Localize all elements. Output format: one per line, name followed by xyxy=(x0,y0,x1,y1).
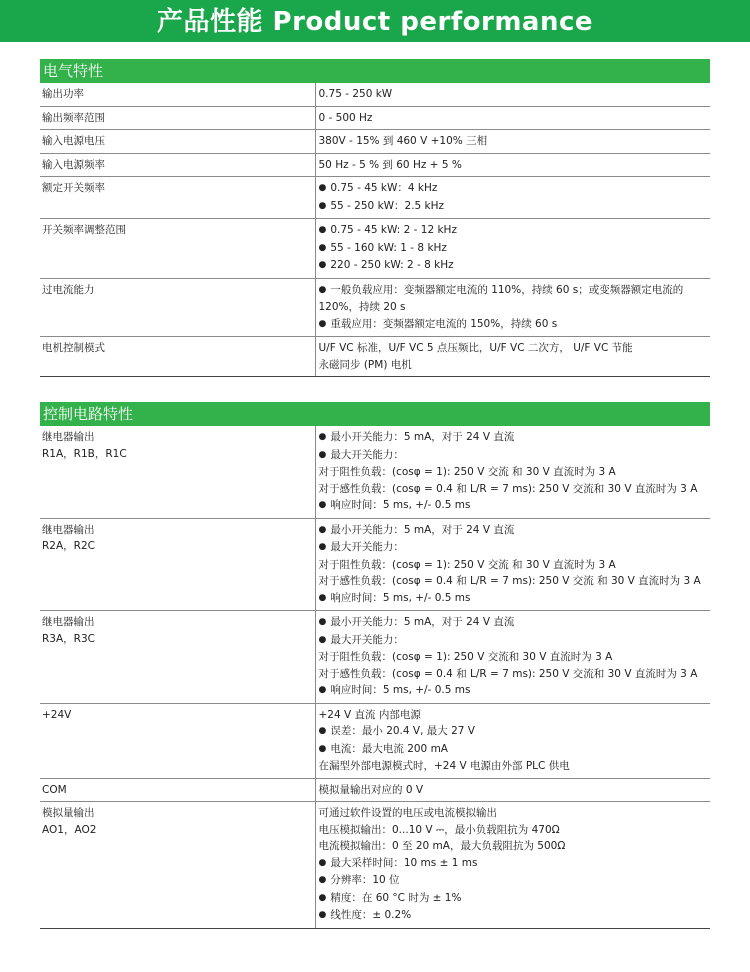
spec-value-bullet: ● 响应时间：5 ms, +/- 0.5 ms xyxy=(319,497,711,515)
table-row xyxy=(40,83,710,106)
spec-label-cell xyxy=(40,106,315,130)
table-row xyxy=(40,278,710,337)
spec-label: AO1，AO2 xyxy=(42,823,97,836)
spec-value-bullet: ● 电流：最大电流 200 mA xyxy=(319,741,711,759)
page-banner xyxy=(0,0,750,42)
spec-label: 电机控制模式 xyxy=(42,342,105,354)
spec-value-bullet: ● 0.75 - 45 kW：4 kHz xyxy=(319,180,711,198)
spec-value-bullet: ● 分辨率：10 位 xyxy=(319,872,711,890)
spec-value-cell xyxy=(315,83,710,106)
spec-value-line: 0 - 500 Hz xyxy=(318,111,373,124)
spec-label: R3A，R3C xyxy=(42,632,95,645)
section-title: 控制电路特性 xyxy=(43,405,134,423)
spec-label: R2A，R2C xyxy=(42,540,95,552)
spec-value-bullet: ● 最大开关能力： xyxy=(319,447,711,465)
table-row xyxy=(40,106,710,130)
spec-value-line: 380V - 15% 到 460 V +10% 三相 xyxy=(318,135,488,147)
spec-value-bullet: ● 最小开关能力：5 mA，对于 24 V 直流 xyxy=(319,614,711,632)
spec-label-cell xyxy=(40,219,315,279)
spec-label-cell xyxy=(40,153,315,177)
spec-value-bullet: ● 最大采样时间：10 ms ± 1 ms xyxy=(319,855,711,873)
spec-value-bullet: ● 响应时间：5 ms, +/- 0.5 ms xyxy=(319,682,711,700)
spec-label-cell xyxy=(40,802,315,929)
spec-label-cell xyxy=(40,426,315,518)
spec-label: 输入电源频率 xyxy=(42,158,105,171)
spec-value-bullet: ● 220 - 250 kW: 2 - 8 kHz xyxy=(319,257,711,275)
spec-value-line: 可通过软件设置的电压或电流模拟输出 xyxy=(318,807,497,819)
table-row xyxy=(40,802,710,929)
spec-value-cell xyxy=(315,703,710,778)
spec-label: 输出功率 xyxy=(42,88,84,100)
spec-value-bullet: ● 线性度：± 0.2% xyxy=(319,907,711,925)
spec-label-cell xyxy=(40,337,315,377)
spec-label-cell xyxy=(40,83,315,106)
spec-label: COM xyxy=(42,783,67,796)
spec-value-cell xyxy=(315,426,710,518)
spec-value-cell xyxy=(315,219,710,279)
spec-label: 输出频率范围 xyxy=(42,111,105,124)
spec-value-line: 模拟量输出对应的 0 V xyxy=(318,783,424,796)
spec-label-cell xyxy=(40,703,315,778)
section-header-control xyxy=(40,402,710,426)
spec-value-bullet: ● 最小开关能力：5 mA，对于 24 V 直流 xyxy=(319,429,711,447)
spec-label: 过电流能力 xyxy=(42,283,95,296)
spec-label: 继电器输出 xyxy=(42,431,95,443)
spec-label: 继电器输出 xyxy=(42,616,95,628)
spec-label: 开关频率调整范围 xyxy=(42,224,126,236)
spec-value-bullet: ● 误差：最小 20.4 V, 最大 27 V xyxy=(319,723,711,741)
spec-value-line: 120%，持续 20 s xyxy=(318,301,406,313)
spec-value-bullet: ● 最小开关能力：5 mA，对于 24 V 直流 xyxy=(319,522,711,540)
spec-value-cell xyxy=(315,278,710,337)
spec-label-cell xyxy=(40,278,315,337)
spec-value-line: 对于阻性负载：(cosφ = 1): 250 V 交流和 30 V 直流时为 3 A xyxy=(318,651,613,663)
electrical-spec-table xyxy=(40,83,710,377)
spec-label: 输入电源电压 xyxy=(42,135,105,147)
spec-value-cell xyxy=(315,337,710,377)
section-title: 电气特性 xyxy=(43,62,104,80)
section-header-electrical xyxy=(40,59,710,83)
spec-value-cell xyxy=(315,778,710,802)
spec-value-line: 对于感性负载：(cosφ = 0.4 和 L/R = 7 ms): 250 V 交流和 30 V 直流时为 3 A xyxy=(318,667,698,680)
spec-value-bullet: ● 精度：在 60 °C 时为 ± 1% xyxy=(319,890,711,908)
spec-value-cell xyxy=(315,153,710,177)
spec-label: +24V xyxy=(42,708,72,721)
spec-value-cell xyxy=(315,106,710,130)
spec-label-cell xyxy=(40,518,315,611)
spec-value-line: 对于阻性负载：(cosφ = 1): 250 V 交流 和 30 V 直流时为 3 A xyxy=(318,466,616,478)
spec-value-line: 电流模拟输出：0 至 20 mA，最大负载阻抗为 500Ω xyxy=(318,840,566,852)
spec-value-cell xyxy=(315,177,710,219)
spec-label-cell xyxy=(40,611,315,704)
spec-value-line: 50 Hz - 5 % 到 60 Hz + 5 % xyxy=(318,158,462,171)
spec-value-line: +24 V 直流 内部电源 xyxy=(318,708,421,721)
table-row xyxy=(40,426,710,518)
spec-label-cell xyxy=(40,130,315,154)
table-row xyxy=(40,703,710,778)
spec-label: 额定开关频率 xyxy=(42,182,105,194)
table-row xyxy=(40,219,710,279)
spec-value-bullet: ● 55 - 250 kW：2.5 kHz xyxy=(319,198,711,216)
table-row xyxy=(40,611,710,704)
table-row xyxy=(40,518,710,611)
table-row xyxy=(40,337,710,377)
spec-value-bullet: ● 最大开关能力： xyxy=(319,632,711,650)
spec-value-line: 对于感性负载：(cosφ = 0.4 和 L/R = 7 ms): 250 V 交流和 30 V 直流时为 3 A xyxy=(318,482,698,495)
spec-value-cell xyxy=(315,802,710,929)
spec-value-bullet: ● 一般负载应用：变频器额定电流的 110%，持续 60 s；或变频器额定电流的 xyxy=(319,282,711,300)
spec-value-cell xyxy=(315,611,710,704)
spec-value-bullet: ● 响应时间：5 ms, +/- 0.5 ms xyxy=(319,590,711,608)
table-row xyxy=(40,130,710,154)
spec-value-line: 永磁同步 (PM) 电机 xyxy=(318,358,412,371)
spec-value-cell xyxy=(315,518,710,611)
spec-label: 模拟量输出 xyxy=(42,807,95,819)
page-title: 产品性能 Product performance xyxy=(156,7,594,37)
spec-value-line: U/F VC 标准，U/F VC 5 点压频比，U/F VC 二次方， U/F VC 节能 xyxy=(318,342,633,354)
spec-label: R1A，R1B，R1C xyxy=(42,447,127,460)
spec-value-line: 对于阻性负载：(cosφ = 1): 250 V 交流 和 30 V 直流时为 3 A xyxy=(318,558,616,571)
table-row xyxy=(40,177,710,219)
table-row xyxy=(40,778,710,802)
spec-label: 继电器输出 xyxy=(42,523,95,536)
table-row xyxy=(40,153,710,177)
spec-value-line: 对于感性负载：(cosφ = 0.4 和 L/R = 7 ms): 250 V 交流 和 30 V 直流时为 3 A xyxy=(318,575,701,587)
spec-value-line: 电压模拟输出：0...10 V ⎓，最小负载阻抗为 470Ω xyxy=(318,823,560,836)
spec-label-cell xyxy=(40,778,315,802)
spec-value-cell xyxy=(315,130,710,154)
spec-value-line: 0.75 - 250 kW xyxy=(318,88,393,100)
spec-label-cell xyxy=(40,177,315,219)
spec-value-bullet: ● 55 - 160 kW: 1 - 8 kHz xyxy=(319,240,711,258)
spec-value-bullet: ● 0.75 - 45 kW: 2 - 12 kHz xyxy=(319,222,711,240)
control-spec-table xyxy=(40,426,710,929)
spec-value-bullet: ● 重载应用：变频器额定电流的 150%，持续 60 s xyxy=(319,316,711,334)
spec-value-line: 在漏型外部电源模式时，+24 V 电源由外部 PLC 供电 xyxy=(318,760,570,772)
spec-value-bullet: ● 最大开关能力： xyxy=(319,539,711,557)
